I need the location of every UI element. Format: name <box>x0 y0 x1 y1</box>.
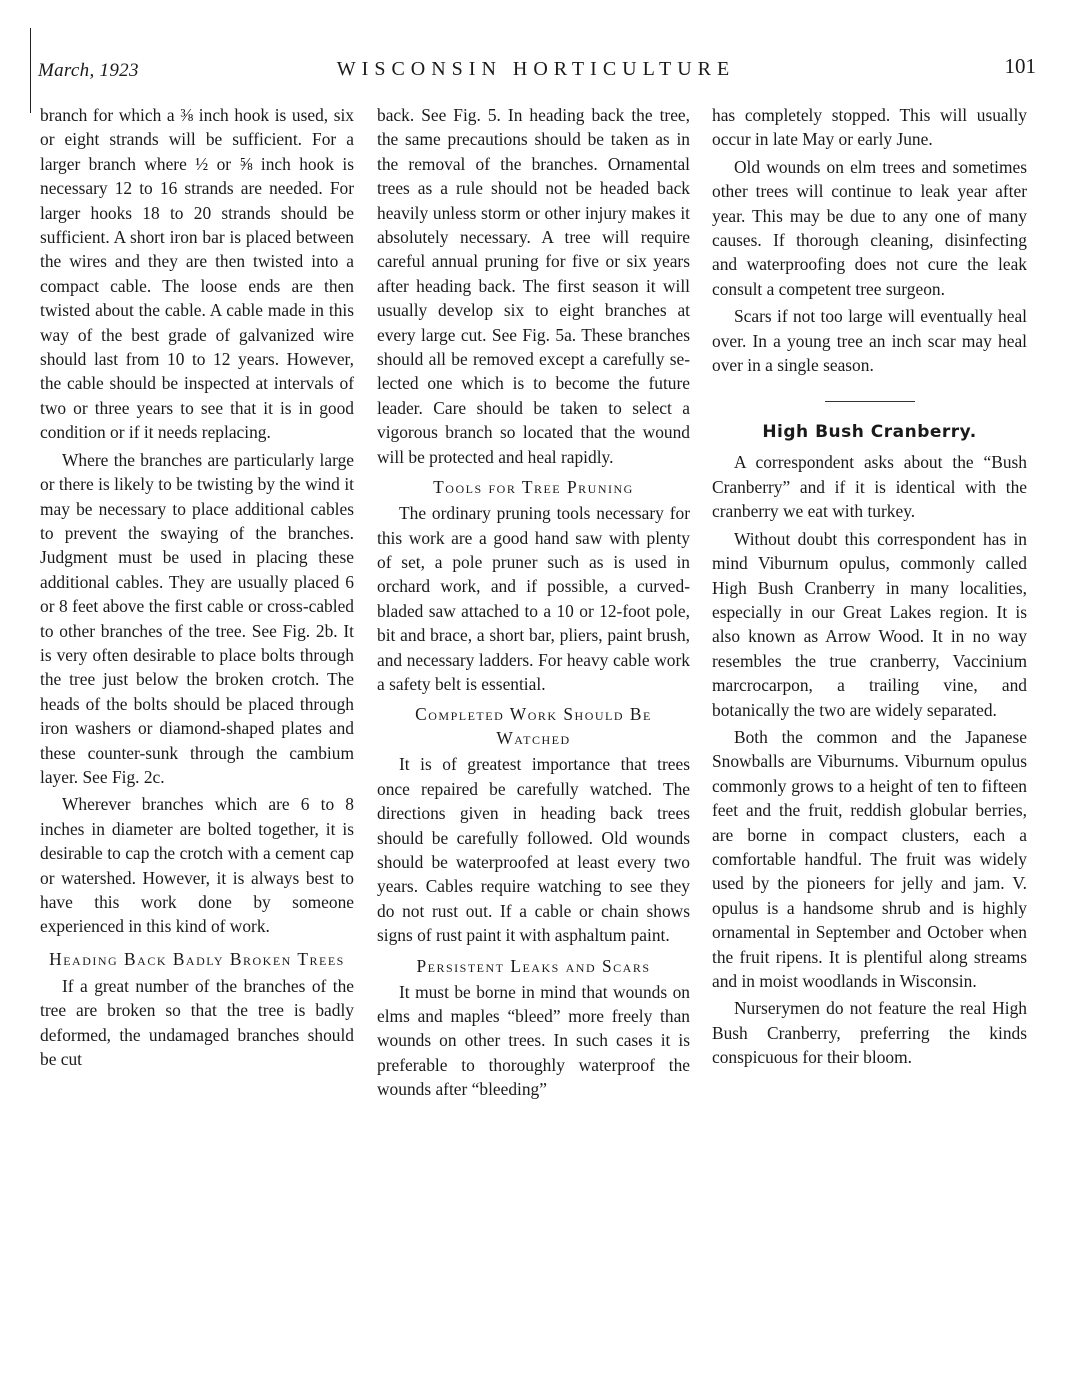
section-divider <box>825 401 915 402</box>
column-1 <box>40 103 354 1071</box>
column-3 <box>712 103 1027 1070</box>
section-subheading: Tools for Tree Pruning <box>433 477 634 498</box>
paragraph: It must be borne in mind that wounds on elms and maples “bleed” more freely than wounds on other trees. In such cases it is preferable to thoroughly waterproof the wounds after “bleeding” <box>377 981 690 1100</box>
paragraph: back. See Fig. 5. In heading back the tree, the same precautions should be taken as in the removal of the branches. Ornamental trees as a rule should not be headed back heavily unless storm or other injury makes it absolutely necessary. A tree will require careful annual pruning for five or six years after heading back. The first season it will usually develop six to eight branches at every large cut. See Fig. 5a. These branches should all be removed except a carefully selected one which is to become the future leader. Care should be taken to select a vigorous branch so located that the wound will be protected and heal rapidly. <box>377 105 690 467</box>
publication-title: WISCONSIN HORTICULTURE <box>336 58 736 80</box>
issue-date: March, 1923 <box>38 60 139 81</box>
paragraph: Where the branches are particularly large or there is likely to be twisting by the wind it may be necessary to place additional cables to prevent the swaying of the branches. Judgment must be used in placing these additional cables. They are usually placed 6 or 8 feet above the first cable or cross-cabled to other branches of the tree. See Fig. 2b. It is very often desirable to place bolts through the tree just below the broken crotch. The heads of the bolts should be placed through iron washers or diamond-shaped plates and these counter-sunk through the cambium layer. See Fig. 2c. <box>40 449 354 787</box>
column-2 <box>377 103 690 1102</box>
binding-edge-line <box>30 28 31 113</box>
article-heading: High Bush Cranberry. <box>762 422 977 443</box>
paragraph: Wherever branches which are 6 to 8 inches in diameter are bolted together, it is desirable to cap the crotch with a cement cap or watershed. However, it is always best to have this work done by someone experienced in this kind of work. <box>40 794 354 937</box>
paragraph: Without doubt this correspondent has in mind Viburnum opulus, commonly called High Bush Cranberry in many localities, especially in our Great Lakes region. It is also known as Arrow Wood. It in no way resembles the true cranberry, Vaccinium marcrocarpon, a trailing vine, and botanically the two are widely separated. <box>712 528 1027 720</box>
section-subheading: Persistent Leaks and Scars <box>416 955 651 976</box>
paragraph: The ordinary pruning tools necessary for this work are a good hand saw with plenty of set, a pole pruner such as is used in orchard work, and if possible, a curved-bladed saw attached to a 10 or 12-foot pole, bit and brace, a short bar, pliers, paint brush, and necessary ladders. For heavy cable work a safety belt is essential. <box>377 503 690 694</box>
paragraph: Nurserymen do not feature the real High Bush Cranberry, preferring the kinds conspicuous for their bloom. <box>712 998 1027 1068</box>
page-number: 101 <box>1004 54 1036 78</box>
paragraph: Both the common and the Japanese Snowballs are Viburnums. Viburnum opulus commonly grows to a height of ten to fifteen feet and the fruit, reddish globular berries, are borne in compact clusters, each a comfortable handful. The fruit was widely used by the pioneers for jelly and jam. V. opulus is a handsome shrub and is highly ornamental in September and October when the fruit ripens. It is plentiful along streams and in moist woodlands in Wisconsin. <box>712 726 1027 991</box>
paragraph: has completely stopped. This will usually occur in late May or early June. <box>712 105 1027 150</box>
paragraph: Old wounds on elm trees and sometimes other trees will continue to leak year after year. This may be due to any one of many causes. If thorough cleaning, disinfecting and waterproofing does not cure the leak consult a competent tree surgeon. <box>712 156 1027 299</box>
page-header <box>36 54 1036 88</box>
paragraph: Scars if not too large will eventually heal over. In a young tree an inch scar may heal over in a single season. <box>712 306 1027 376</box>
paragraph: If a great number of the branches of the tree are broken so that the tree is badly deformed, the undamaged branches should be cut <box>40 975 354 1070</box>
section-subheading: Completed Work Should Be Watched <box>415 704 652 749</box>
section-subheading: Heading Back Badly Broken Trees <box>49 948 345 969</box>
paragraph: branch for which a ⅜ inch hook is used, six or eight strands will be sufficient. For a larger branch where ½ or ⅝ inch hook is necessary 12 to 16 strands are needed. For larger hooks 18 to 20 strands should be sufficient. A short iron bar is placed between the wires and they are then twisted into a compact cable. The loose ends are then twisted about the cable. A cable made in this way of the best grade of galvanized wire should last from 10 to 12 years. However, the cable should be inspected at intervals of two or three years to see that it is in good condition or if it needs replacing. <box>40 105 354 443</box>
paragraph: It is of greatest importance that trees once repaired be carefully watched. The directions given in heading back trees should be carefully followed. Old wounds should be waterproofed at least every two years. Cables require watching to see they do not rust out. If a cable or chain shows signs of rust paint it with asphaltum paint. <box>377 754 690 946</box>
paragraph: A correspondent asks about the “Bush Cranberry” and if it is identical with the cranberry we eat with turkey. <box>712 452 1027 522</box>
